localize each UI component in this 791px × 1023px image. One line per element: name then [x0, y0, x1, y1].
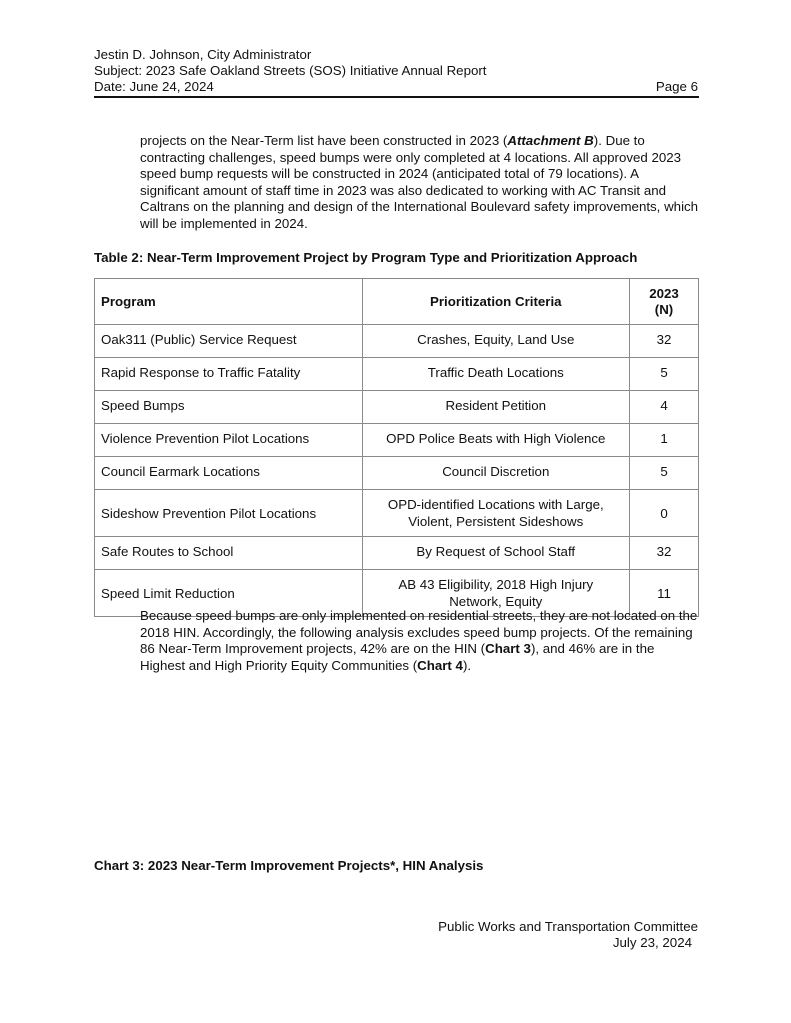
paragraph2-text-2: ), and 46% are in the Highest and High Priority Equity Communities (: [140, 641, 655, 673]
header-date: Date: June 24, 2024: [94, 79, 214, 94]
table-row: [95, 457, 699, 490]
table-row: [95, 537, 699, 570]
table-row: [95, 490, 699, 537]
table-header-row: [95, 279, 699, 325]
page-footer: [438, 919, 698, 951]
cell-count: 5: [630, 358, 699, 391]
column-header-criteria: Prioritization Criteria: [362, 279, 630, 325]
criteria-line-2: Violent, Persistent Sideshows: [408, 514, 584, 529]
body-paragraph-2: [140, 608, 700, 674]
cell-criteria: [362, 490, 630, 537]
chart4-reference: Chart 4: [417, 657, 463, 673]
table-row: [95, 325, 699, 358]
criteria-line-1: OPD-identified Locations with Large,: [387, 497, 604, 512]
cell-count: 11: [630, 570, 699, 617]
table-row: [95, 358, 699, 391]
criteria-line-2: Network, Equity: [449, 594, 543, 609]
paragraph1-text-before: projects on the Near-Term list have been constructed in 2023 (: [140, 133, 508, 148]
count-header-n: (N): [654, 301, 674, 317]
cell-program: Council Earmark Locations: [95, 457, 363, 490]
body-paragraph-1: [140, 133, 700, 233]
cell-program: Safe Routes to School: [95, 537, 363, 570]
cell-criteria: Council Discretion: [362, 457, 630, 490]
chart-caption: Chart 3: 2023 Near-Term Improvement Projects*, HIN Analysis: [94, 858, 484, 873]
cell-program: Sideshow Prevention Pilot Locations: [95, 490, 363, 537]
program-table: [94, 278, 699, 617]
header-divider: [94, 96, 699, 98]
footer-committee: Public Works and Transportation Committee: [438, 919, 698, 934]
table-caption: Table 2: Near-Term Improvement Project by Program Type and Prioritization Approach: [94, 250, 638, 265]
header-recipient: Jestin D. Johnson, City Administrator: [94, 47, 312, 62]
header-date-row: [94, 79, 698, 95]
table-row: [95, 424, 699, 457]
cell-program: Oak311 (Public) Service Request: [95, 325, 363, 358]
paragraph1-text-after: ). Due to contracting challenges, speed bumps were only completed at 4 locations. All approved 2023 speed bump requests will be constructed in 2024 (anticipated total of 79 locations). A significant amount of staff time in 2023 was also dedicated to working with AC Transit and Caltrans on the planning and design of the International Boulevard safety improvements, which will be implemented in 2024.: [140, 133, 699, 231]
column-header-count: [630, 279, 699, 325]
cell-program: Speed Limit Reduction: [95, 570, 363, 617]
table-row: [95, 391, 699, 424]
column-header-program: Program: [95, 279, 363, 325]
cell-count: 5: [630, 457, 699, 490]
cell-criteria: Traffic Death Locations: [362, 358, 630, 391]
page-header: [94, 47, 698, 95]
cell-count: 1: [630, 424, 699, 457]
cell-criteria: Resident Petition: [362, 391, 630, 424]
cell-count: 32: [630, 537, 699, 570]
count-header-year: 2023: [649, 285, 679, 301]
cell-criteria: By Request of School Staff: [362, 537, 630, 570]
cell-program: Rapid Response to Traffic Fatality: [95, 358, 363, 391]
cell-program: Violence Prevention Pilot Locations: [95, 424, 363, 457]
cell-criteria: Crashes, Equity, Land Use: [362, 325, 630, 358]
chart3-reference: Chart 3: [485, 641, 531, 657]
page-number: Page 6: [655, 79, 698, 94]
paragraph2-text-1: Because speed bumps are only implemented on residential streets, they are not located on the 2018 HIN. Accordingly, the following analysis excludes speed bump projects. Of the remaining 86 Near-Term Improvement projects, 42% are on the HIN (: [140, 608, 698, 657]
attachment-reference: Attachment B: [507, 133, 594, 148]
paragraph2-text-3: ).: [462, 657, 472, 673]
cell-criteria: OPD Police Beats with High Violence: [362, 424, 630, 457]
footer-date: July 23, 2024: [612, 935, 692, 950]
criteria-line-1: AB 43 Eligibility, 2018 High Injury: [398, 577, 594, 592]
cell-count: 0: [630, 490, 699, 537]
header-subject: Subject: 2023 Safe Oakland Streets (SOS) Initiative Annual Report: [94, 63, 487, 78]
cell-count: 4: [630, 391, 699, 424]
cell-program: Speed Bumps: [95, 391, 363, 424]
cell-count: 32: [630, 325, 699, 358]
